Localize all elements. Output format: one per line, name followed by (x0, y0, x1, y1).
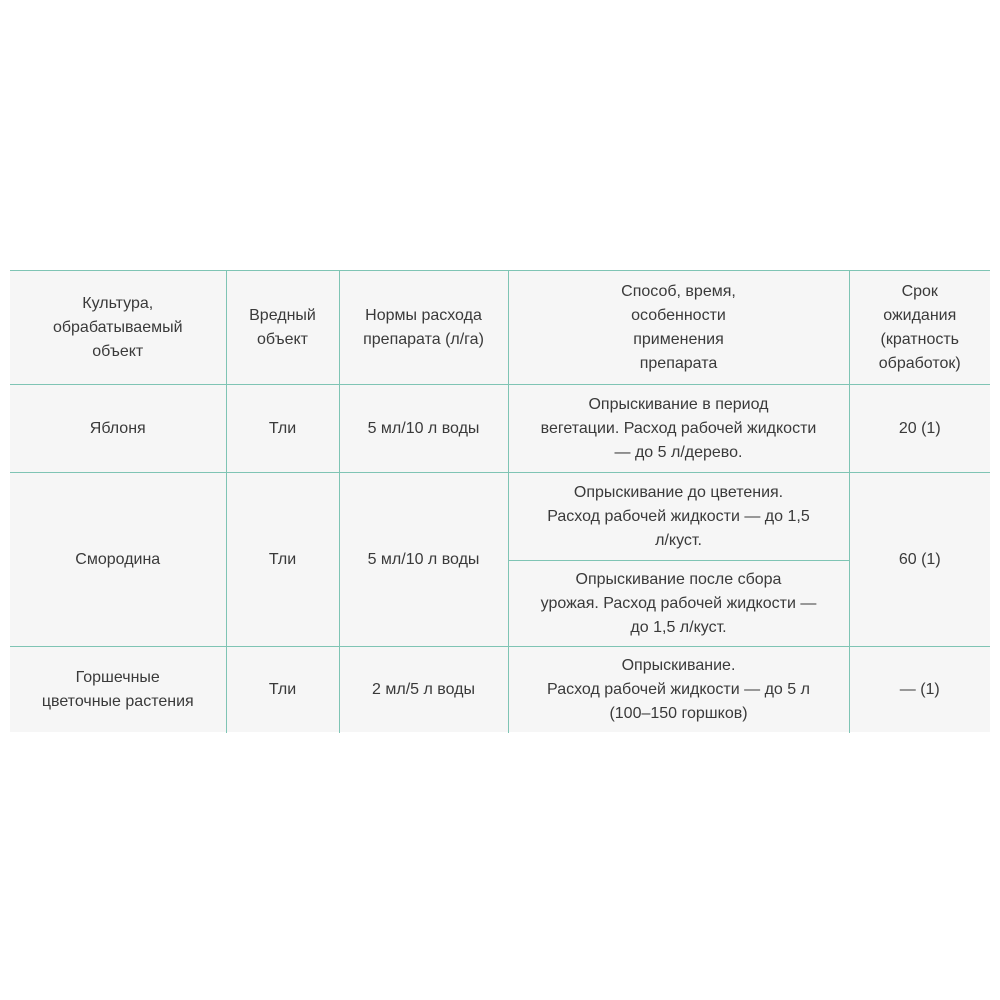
cell-pest: Тли (226, 385, 339, 473)
cell-wait: 20 (1) (849, 385, 990, 473)
header-rate: Нормы расхода препарата (л/га) (339, 271, 508, 385)
cell-method: Опрыскивание в период вегетации. Расход рабочей жидкости — до 5 л/дерево. (508, 385, 849, 473)
cell-pest: Тли (226, 473, 339, 647)
pesticide-table-container (10, 270, 990, 732)
header-method: Способ, время, особенности применения препарата (508, 271, 849, 385)
cell-rate: 5 мл/10 л воды (339, 385, 508, 473)
table-header-row (10, 271, 990, 385)
cell-pest: Тли (226, 647, 339, 733)
header-wait: Срок ожидания (кратность обработок) (849, 271, 990, 385)
cell-crop: Горшечные цветочные растения (10, 647, 226, 733)
cell-crop: Смородина (10, 473, 226, 647)
cell-method: Опрыскивание после сбора урожая. Расход рабочей жидкости — до 1,5 л/куст. (508, 561, 849, 647)
cell-method: Опрыскивание. Расход рабочей жидкости — до 5 л (100–150 горшков) (508, 647, 849, 733)
header-pest: Вредный объект (226, 271, 339, 385)
pesticide-application-table (10, 270, 990, 733)
cell-rate: 2 мл/5 л воды (339, 647, 508, 733)
cell-wait: — (1) (849, 647, 990, 733)
cell-wait: 60 (1) (849, 473, 990, 647)
table-row (10, 647, 990, 733)
cell-crop: Яблоня (10, 385, 226, 473)
header-crop: Культура, обрабатываемый объект (10, 271, 226, 385)
cell-method: Опрыскивание до цветения. Расход рабочей жидкости — до 1,5 л/куст. (508, 473, 849, 561)
table-row (10, 385, 990, 473)
table-row (10, 473, 990, 561)
cell-rate: 5 мл/10 л воды (339, 473, 508, 647)
